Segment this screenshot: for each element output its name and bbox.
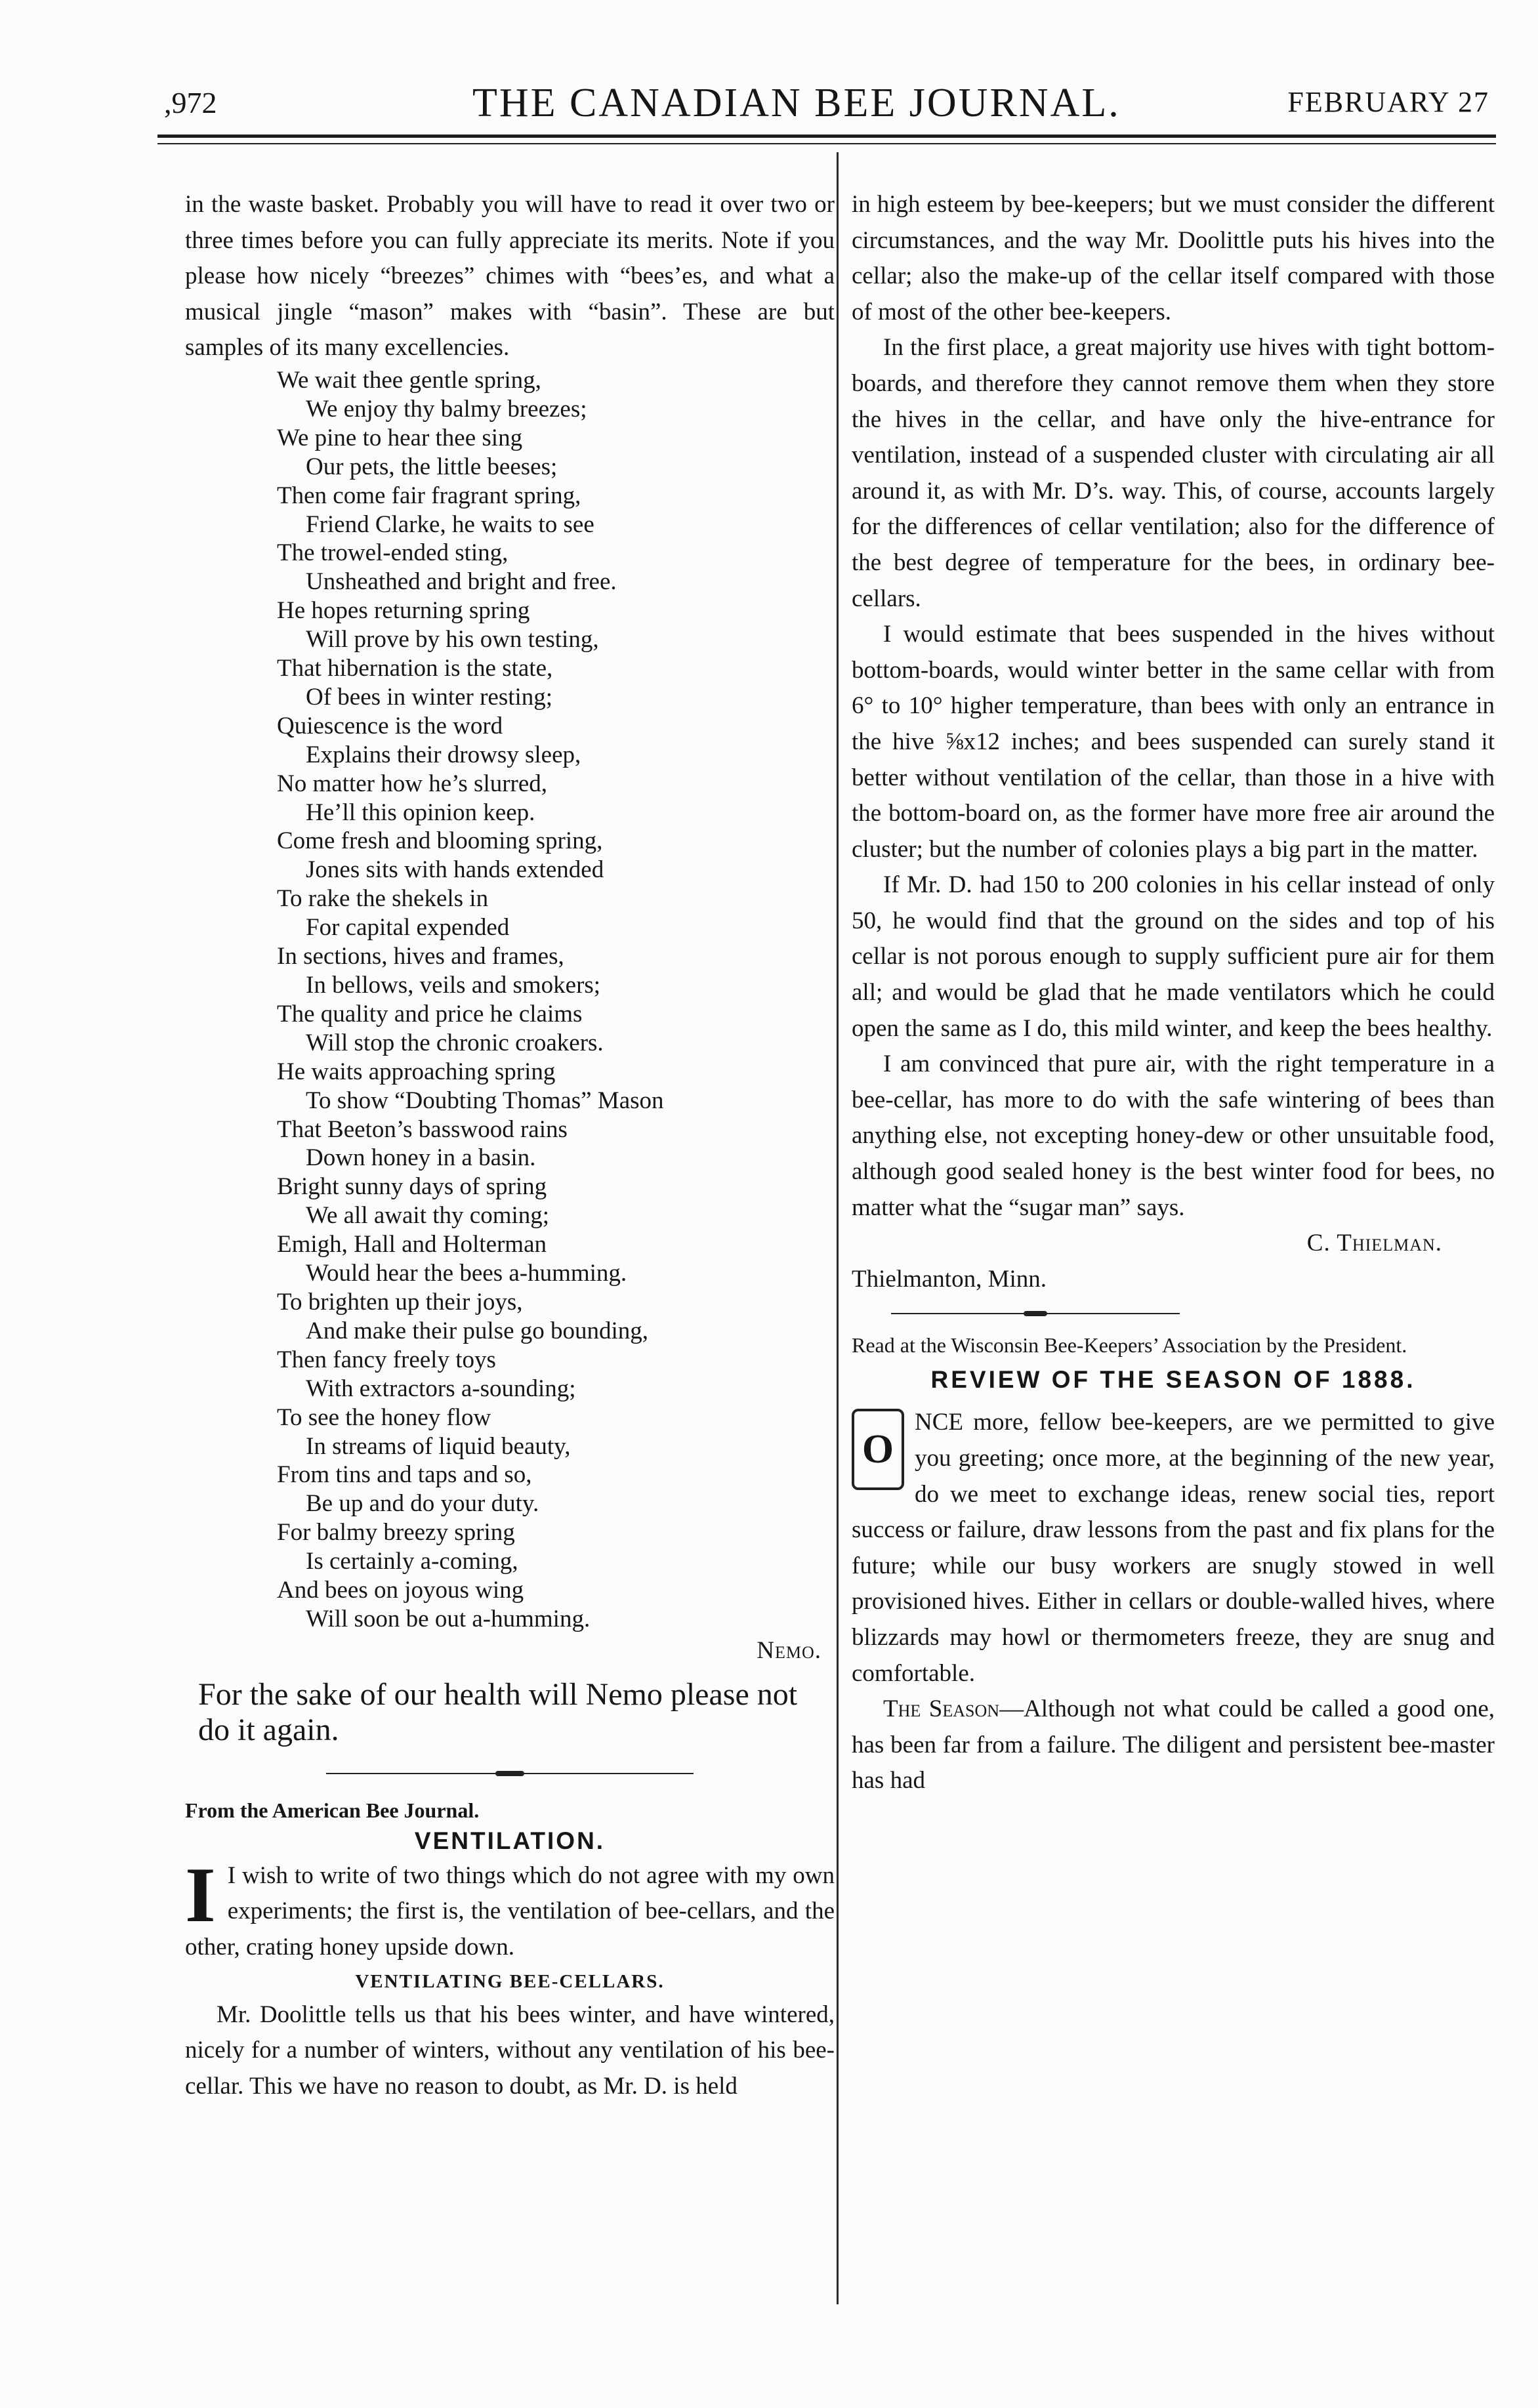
poem-line: No matter how he’s slurred, — [277, 770, 548, 797]
left-column — [185, 187, 835, 2104]
intro-paragraph: in the waste basket. Probably you will have to read it over two or three times before you can fully appreciate its merits. Note if you please how nicely “breezes” chimes with “bees’es, and what a musical jingle “mason” makes with “basin”. These are but samples of its many excellencies. — [185, 191, 835, 362]
poem-line: To brighten up their joys, — [277, 1288, 523, 1316]
poem-line: To rake the shekels in — [277, 885, 489, 913]
poem-line: Unsheathed and bright and free. — [306, 568, 617, 596]
article-paragraph: I am convinced that pure air, with the right temperature in a bee-cellar, has more to do with the safe wintering of bees than anything else, not excepting honey-dew or other unsuitable food, although good sealed honey is the best winter food for bees, no matter what the “sugar man” says. — [852, 1050, 1495, 1221]
poem-line: To see the honey flow — [277, 1403, 491, 1431]
poem-line: He waits approaching spring — [277, 1058, 556, 1085]
poem-line: To show “Doubting Thomas” Mason — [306, 1087, 664, 1114]
poem-line: With extractors a-sounding; — [306, 1375, 576, 1402]
poem-line: Explains their drowsy sleep, — [306, 741, 581, 768]
article-paragraph: Mr. Doolittle tells us that his bees winter, and have wintered, nicely for a number of winters, without any ventilation of his bee-cellar. This we have no reason to doubt, as Mr. D. is held — [185, 2001, 835, 2100]
article-paragraph: I would estimate that bees suspended in the hives without bottom-boards, would winter better in the same cellar with from 6° to 10° higher temperature, than bees with only an entrance in the hive ⅝x12 inches; and bees suspended can surely stand it better without ventilation of the cellar, than those in a hive with the bottom-board on, as the former have more free air around the cluster; but the number of colonies plays a big part in the matter. — [852, 621, 1495, 863]
poem-line: Jones sits with hands extended — [306, 856, 604, 884]
poem — [277, 366, 835, 1634]
section-ornament — [326, 1770, 694, 1777]
poem-line: From tins and taps and so, — [277, 1461, 532, 1489]
poem-line: That hibernation is the state, — [277, 655, 553, 682]
article-paragraph: NCE more, fellow bee-keepers, are we permitted to give you greeting; once more, at the beginning of the new year, do we meet to exchange ideas, renew social ties, report success or failure, draw lessons from the past and fix plans for the future; while our busy workers are snugly stowed in well provisioned hives. Either in cellars or double-walled hives, where blizzards may howl or thermometers freeze, they are snug and comfortable. — [852, 1409, 1495, 1687]
poem-line: That Beeton’s basswood rains — [277, 1115, 568, 1143]
drop-cap: I — [185, 1850, 216, 1938]
article-paragraph: If Mr. D. had 150 to 200 colonies in his cellar instead of only 50, he would find that the ground on the sides and top of his cellar is not porous enough to supply sufficient pure air for them all; and would be glad that he made ventilators which he could open the same as I do, this mild winter, and keep the bees healthy. — [852, 871, 1495, 1042]
poem-line: The trowel-ended sting, — [277, 539, 509, 567]
article-subheading: VENTILATING BEE-CELLARS. — [355, 1970, 665, 1992]
poem-line: Our pets, the little beeses; — [306, 453, 558, 480]
poem-line: He’ll this opinion keep. — [306, 799, 535, 826]
journal-title: THE CANADIAN BEE JOURNAL. — [472, 81, 1121, 125]
poem-line: Would hear the bees a-humming. — [306, 1260, 627, 1287]
article-heading: VENTILATION. — [414, 1827, 606, 1854]
poem-line: Will prove by his own testing, — [306, 626, 599, 654]
poem-line: In bellows, veils and smokers; — [306, 972, 601, 999]
poem-line: Then come fair fragrant spring, — [277, 482, 581, 509]
article-paragraph: —Although not what could be called a good one, has been far from a failure. The diligent and persistent bee-master has had — [852, 1695, 1495, 1795]
poem-line: Will stop the chronic croakers. — [306, 1029, 604, 1056]
poem-line: In sections, hives and frames, — [277, 943, 564, 970]
poem-line: Friend Clarke, he waits to see — [306, 510, 594, 538]
poem-line: He hopes returning spring — [277, 597, 530, 625]
poem-line: Emigh, Hall and Holterman — [277, 1231, 547, 1258]
poem-line: For capital expended — [306, 914, 510, 942]
page-number: ,972 — [164, 86, 217, 119]
poem-line: Come fresh and blooming spring, — [277, 827, 603, 855]
editor-note: For the sake of our health will Nemo please not do it again. — [198, 1676, 798, 1747]
poem-line: We enjoy thy balmy breezes; — [306, 395, 587, 423]
poem-signature: Nemo. — [757, 1636, 821, 1664]
poem-line: Quiescence is the word — [277, 712, 503, 739]
header-rule — [157, 135, 1496, 138]
header-rule-thin — [157, 143, 1496, 144]
poem-line: And bees on joyous wing — [277, 1577, 524, 1604]
article-heading: REVIEW OF THE SEASON OF 1888. — [930, 1366, 1416, 1394]
issue-date: FEBRUARY 27 — [1287, 86, 1489, 118]
poem-line: Down honey in a basin. — [306, 1144, 536, 1172]
author-signature: C. Thielman. — [1306, 1230, 1442, 1257]
poem-line: We wait thee gentle spring, — [277, 366, 541, 394]
poem-line: We all await thy coming; — [306, 1202, 550, 1230]
source-credit: From the American Bee Journal. — [185, 1798, 480, 1822]
poem-line: Will soon be out a-humming. — [306, 1605, 591, 1632]
poem-line: Be up and do your duty. — [306, 1490, 539, 1518]
column-divider — [837, 152, 839, 2304]
right-column — [852, 187, 1495, 1799]
poem-line: Is certainly a-coming, — [306, 1548, 518, 1575]
poem-line: Of bees in winter resting; — [306, 683, 553, 711]
poem-line: Then fancy freely toys — [277, 1346, 496, 1373]
page-header — [164, 81, 1489, 138]
poem-line: For balmy breezy spring — [277, 1519, 515, 1547]
source-credit: Read at the Wisconsin Bee-Keepers’ Association by the President. — [852, 1333, 1407, 1358]
poem-line: In streams of liquid beauty, — [306, 1432, 571, 1460]
poem-line: We pine to hear thee sing — [277, 424, 523, 451]
poem-line: Bright sunny days of spring — [277, 1173, 547, 1201]
author-location: Thielmanton, Minn. — [852, 1265, 1047, 1293]
run-in-heading: The Season — [883, 1695, 1000, 1723]
article-paragraph: I wish to write of two things which do not agree with my own experiments; the first is, the ventilation of bee-cellars, and the other, crating honey upside down. — [185, 1861, 835, 1961]
article-paragraph: in high esteem by bee-keepers; but we must consider the different circumstances, and the way Mr. Doolittle puts his hives into the cellar; also the make-up of the cellar itself compared with those of most of the other bee-keepers. — [852, 191, 1495, 325]
article-paragraph: In the first place, a great majority use hives with tight bottom-boards, and therefore they cannot remove them when they store the hives in the cellar, and have only the hive-entrance for ventilation, instead of a suspended cluster with circulating air all around it, as with Mr. D’s. way. This, of course, accounts largely for the differences of cellar ventilation; also for the difference of the best degree of temperature for the bees, in ordinary bee-cellars. — [852, 334, 1495, 612]
poem-line: The quality and price he claims — [277, 1000, 583, 1028]
drop-cap: O — [852, 1409, 904, 1490]
section-ornament — [891, 1310, 1180, 1317]
poem-line: And make their pulse go bounding, — [306, 1317, 649, 1344]
